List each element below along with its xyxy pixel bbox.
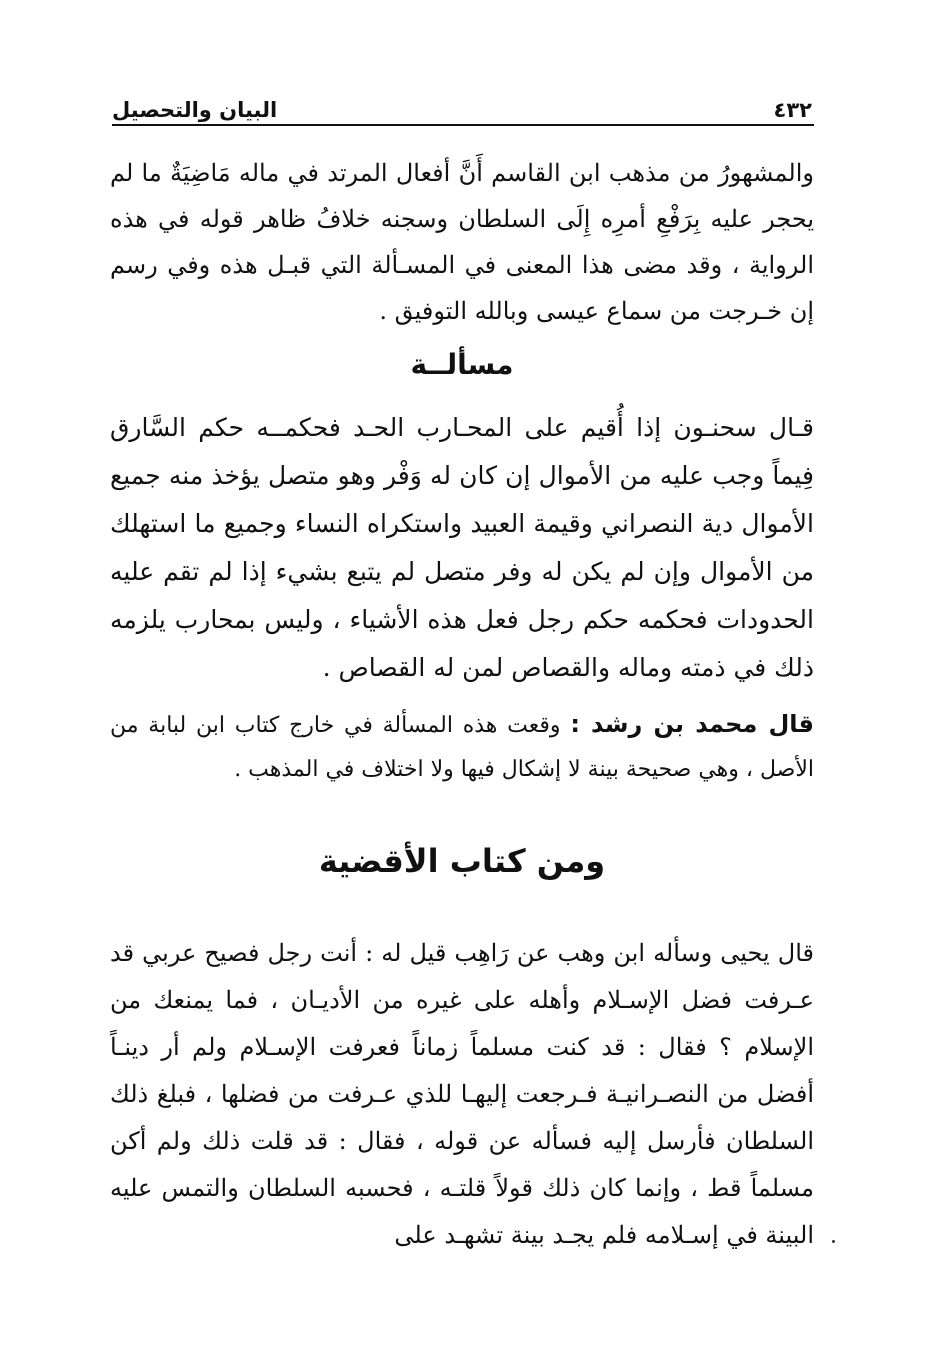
- running-header: [112, 78, 812, 122]
- paragraph-1-text: والمشهورُ من مذهب ابن القاسم أَنَّ أفعال المرتد في ماله مَاضِيَةٌ ما لم يحجر عليه بِرَفْعِ أمرِه إِلَى السلطان وسجنه خلافُ ظاهر قوله في هذه الرواية ، وقد مضى هذا المعنى في المسـألة التي قبـل هذه وفي رسم إن خـرجت من سماع عيسى وبالله التوفيق .: [110, 159, 814, 325]
- paragraph-3-body: [110, 702, 814, 792]
- paragraph-2-text: قـال سحنـون إذا أُقيم على المحـارب الحـد فحكمــه حكم السَّارق فِيماً وجب عليه من الأموال إن كان له وَفْر وهو متصل يؤخذ منه جميع الأموال دية النصراني وقيمة العبيد واستكراه النساء وجميع ما استهلك من الأموال وإن لم يكن له وفر متصل لم يتبع بشيء إذا لم تقم عليه الحدودات فحكمه حكم رجل فعل هذه الأشياء ، وليس بمحارب يلزمه ذلك في ذمته وماله والقصاص لمن له القصاص .: [110, 413, 814, 682]
- book-title: البيان والتحصيل: [112, 98, 278, 122]
- page-number: ٤٣٢: [773, 98, 812, 122]
- paragraph-1: [110, 150, 814, 334]
- chapter-heading: ومن كتاب الأقضية: [318, 842, 606, 880]
- paragraph-2: [110, 404, 814, 692]
- commentary-lead: قال محمد بن رشد :: [570, 710, 814, 738]
- commentary-text: وقعت هذه المسألة في خارج كتاب ابن لبابة من الأصل ، وهي صحيحة بينة لا إشكال فيها ولا اختلاف في المذهب .: [110, 713, 814, 782]
- scan-speck: [832, 1240, 835, 1243]
- paragraph-3: [110, 702, 814, 792]
- section-heading-masala: مسألــة: [410, 348, 514, 381]
- paragraph-4: [110, 930, 814, 1259]
- header-rule: [112, 124, 814, 126]
- paragraph-4-text: قال يحيى وسأله ابن وهب عن رَاهِب قيل له : أنت رجل فصيح عربي قد عـرفت فضل الإسـلام وأهله على غيره من الأديـان ، فما يمنعك من الإسلام ؟ فقال : قد كنت مسلماً زماناً فعرفت الإسـلام ولم أر دينـاً أفضل من النصـرانيـة فـرجعت إليهـا للذي عـرفت من فضلها ، فبلغ ذلك السلطان فأرسل إليه فسأله عن قوله ، فقال : قد قلت ذلك ولم أكن مسلماً قط ، وإنما كان ذلك قولاً قلتـه ، فحسبه السلطان والتمس عليه البينة في إسـلامه فلم يجـد بينة تشهـد على: [110, 939, 814, 1249]
